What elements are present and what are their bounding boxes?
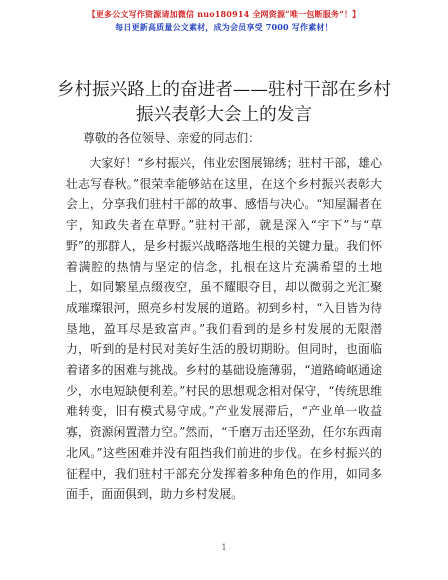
body-paragraph: 大家好！“乡村振兴，伟业宏图展锦绣；驻村干部，雄心壮志写春秋。”很荣幸能够站在这里，在这个乡村振兴表彰大会上，分享我们驻村干部的故事、感悟与决心。“知屋漏者在宇，知政失者在草野。”驻村干部，就是深入“宇下”与“草野”的那群人，是乡村振兴战略落地生根的关键力量。我们怀着满腔的热情与坚定的信念，扎根在这片充满希望的土地上，如同繁星点缀夜空，虽不耀眼夺目，却以微弱之光汇聚成璀璨银河，照亮乡村发展的道路。初到乡村，“入目皆为待垦地，盈耳尽是致富声。”我们看到的是乡村发展的无限潜力，听到的是村民对美好生活的殷切期盼。但同时，也面临着诸多的困难与挑战。乡村的基础设施薄弱，“道路崎岖通途少，水电短缺便利差。”村民的思想观念相对保守，“传统思维难转变，旧有模式易守成。”产业发展滞后，“产业单一收益寡，资源闲置潜力空。”然而，“千磨万击还坚劲，任尔东西南北风。”这些困难并没有阻挡我们前进的步伐。在乡村振兴的征程中，我们驻村干部充分发挥着多种角色的作用，如同多面手，面面俱到，助力乡村发展。 xyxy=(66,156,382,502)
promo-banner-line-2: 每日更新高质量公文素材，成为会员享受 7000 写作素材！ xyxy=(115,22,333,32)
promo-banner xyxy=(0,8,448,34)
document-title: 乡村振兴路上的奋进者——驻村干部在乡村振兴表彰大会上的发言 xyxy=(56,80,392,125)
salutation: 尊敬的各位领导、亲爱的同志们： xyxy=(83,131,260,145)
promo-banner-line-1: 【更多公文写作资源请加微信 nuo180914 全网资源“唯一包断服务”！】 xyxy=(87,9,361,19)
page-number: 1 xyxy=(221,543,227,552)
